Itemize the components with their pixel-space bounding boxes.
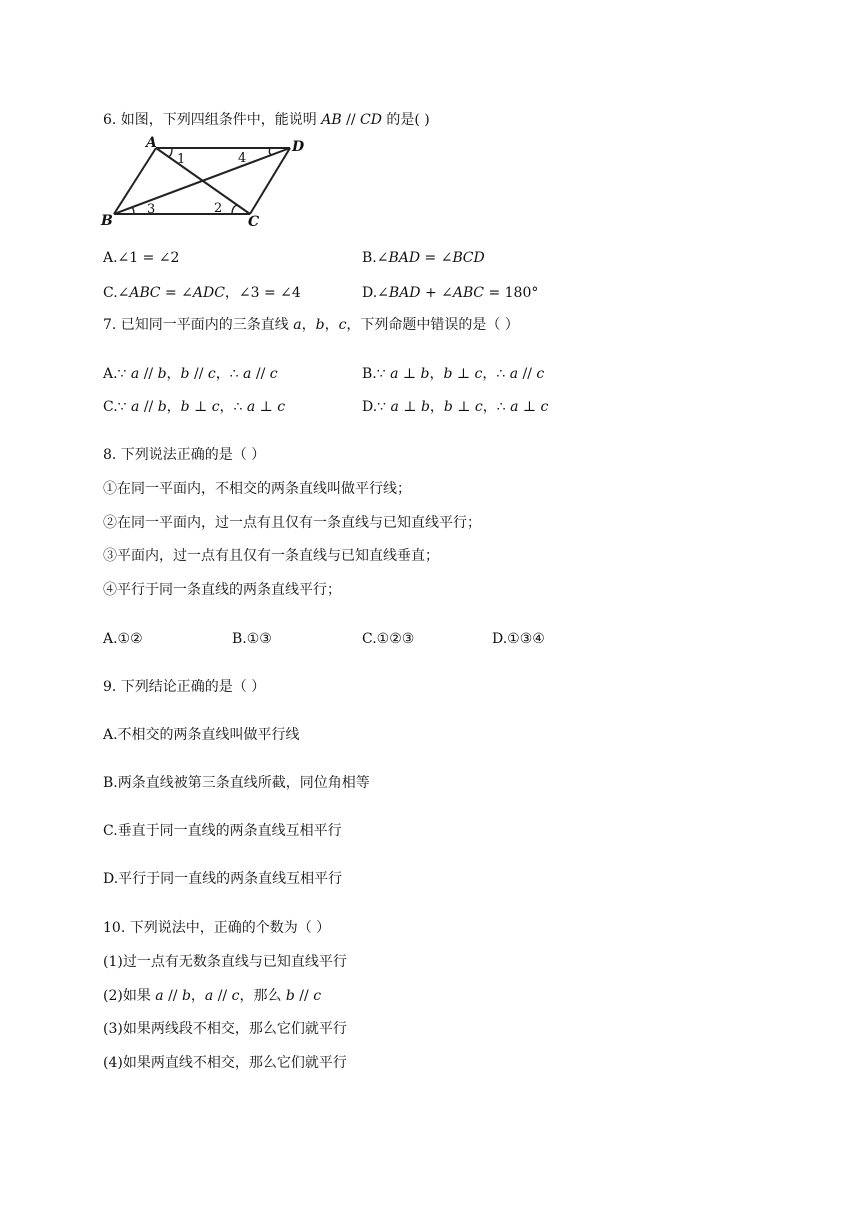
q6-option-b: B.∠𝐵𝐴𝐷 = ∠𝐵𝐶𝐷 (362, 250, 485, 266)
vertex-label-c: C (248, 214, 260, 228)
q9-option-a: A.不相交的两条直线叫做平行线 (103, 727, 300, 743)
q10-statement-2: (2)如果 𝑎 // 𝑏，𝑎 // 𝑐，那么 𝑏 // 𝑐 (103, 988, 322, 1004)
angle-arc-2 (232, 205, 237, 214)
q8-statement-2: ②在同一平面内，过一点有且仅有一条直线与已知直线平行； (103, 515, 481, 531)
q8-option-d: D.①③④ (492, 631, 545, 647)
q7-option-d: D.∵ 𝑎 ⊥ 𝑏，𝑏 ⊥ 𝑐，∴ 𝑎 ⊥ 𝑐 (362, 399, 549, 415)
q10-statement-4: (4)如果两直线不相交，那么它们就平行 (103, 1055, 347, 1071)
q9-option-b: B.两条直线被第三条直线所截，同位角相等 (103, 775, 370, 791)
q9-option-d: D.平行于同一直线的两条直线互相平行 (103, 871, 343, 887)
segment-dc (250, 148, 290, 214)
q8-statement-1: ①在同一平面内，不相交的两条直线叫做平行线； (103, 481, 411, 497)
angle-label-4: 4 (238, 151, 247, 166)
q8-statement-3: ③平面内，过一点有且仅有一条直线与已知直线垂直； (103, 548, 439, 564)
vertex-label-a: A (146, 136, 157, 151)
angle-label-2: 2 (214, 201, 223, 216)
q9-option-c: C.垂直于同一直线的两条直线互相平行 (103, 823, 342, 839)
q6-option-d: D.∠𝐵𝐴𝐷 + ∠𝐴𝐵𝐶 = 180° (362, 285, 539, 301)
q6-option-a: A.∠1 = ∠2 (103, 250, 180, 266)
q6-stem: 6. 如图，下列四组条件中，能说明 𝐴𝐵 // 𝐶𝐷 的是( ) (103, 112, 430, 128)
q10-stem: 10. 下列说法中，正确的个数为（ ） (103, 920, 331, 936)
q7-option-b: B.∵ 𝑎 ⊥ 𝑏，𝑏 ⊥ 𝑐，∴ 𝑎 // 𝑐 (362, 366, 545, 382)
q9-stem: 9. 下列结论正确的是（ ） (103, 679, 266, 695)
q6-option-c: C.∠𝐴𝐵𝐶 = ∠𝐴𝐷𝐶，∠3 = ∠4 (103, 285, 301, 301)
vertex-label-b: B (101, 213, 113, 228)
q8-stem: 8. 下列说法正确的是（ ） (103, 447, 266, 463)
parallelogram-figure (100, 136, 312, 228)
q8-statement-4: ④平行于同一条直线的两条直线平行； (103, 582, 341, 598)
q10-statement-3: (3)如果两线段不相交，那么它们就平行 (103, 1021, 347, 1037)
vertex-label-d: D (292, 139, 305, 155)
q8-option-a: A.①② (103, 631, 143, 647)
q7-option-a: A.∵ 𝑎 // 𝑏，𝑏 // 𝑐，∴ 𝑎 // 𝑐 (103, 366, 278, 382)
diagonal-bd (114, 148, 290, 214)
q10-statement-1: (1)过一点有无数条直线与已知直线平行 (103, 954, 347, 970)
q8-option-b: B.①③ (232, 631, 272, 647)
angle-label-1: 1 (177, 152, 186, 167)
angle-label-3: 3 (147, 202, 156, 217)
q7-stem: 7. 已知同一平面内的三条直线 𝑎，𝑏，𝑐，下列命题中错误的是（ ） (103, 317, 519, 333)
q8-option-c: C.①②③ (362, 631, 415, 647)
q7-option-c: C.∵ 𝑎 // 𝑏，𝑏 ⊥ 𝑐，∴ 𝑎 ⊥ 𝑐 (103, 399, 286, 415)
